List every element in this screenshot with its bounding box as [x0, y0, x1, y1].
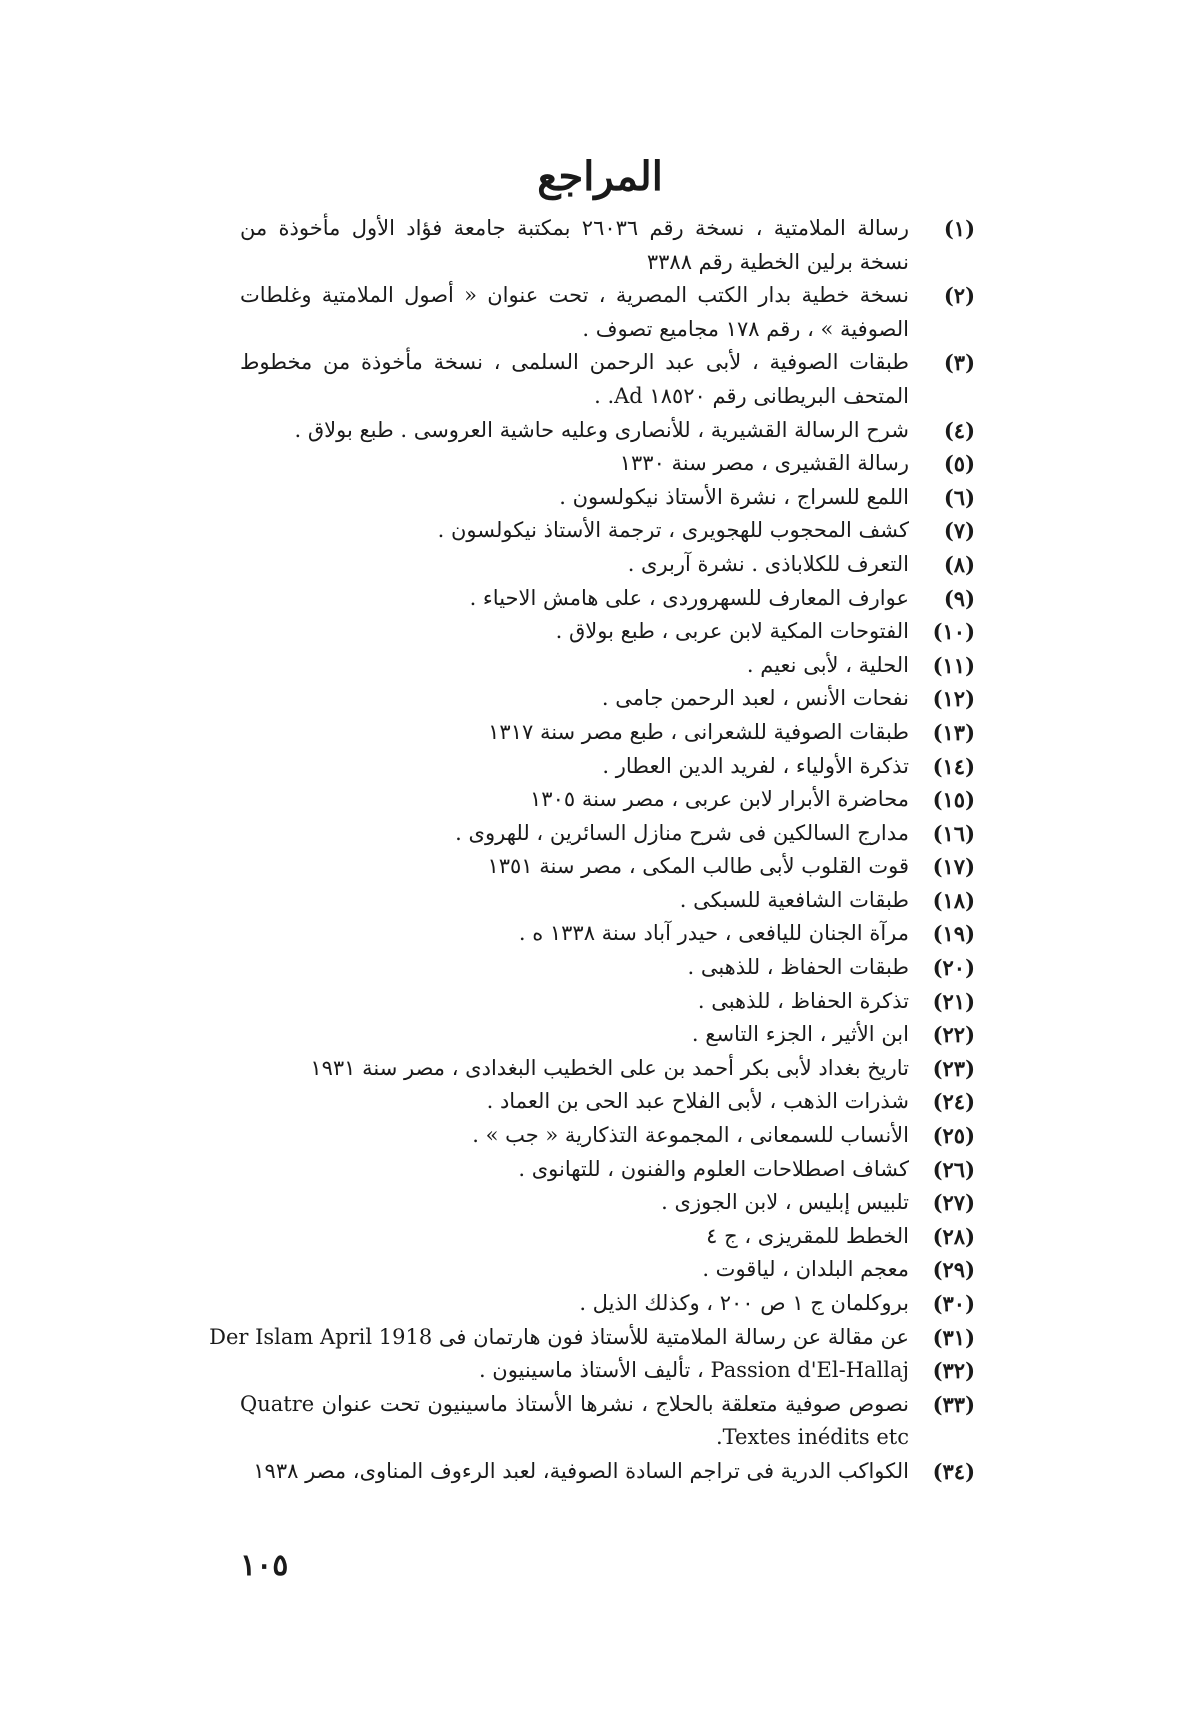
reference-number: (٢٩): [932, 1257, 975, 1283]
reference-text: كشف المحجوب للهجويرى ، ترجمة الأستاذ نيكولسون .: [437, 518, 909, 543]
reference-text: الكواكب الدرية فى تراجم السادة الصوفية، لعبد الرءوف المناوى، مصر ١٩٣٨: [253, 1458, 909, 1483]
reference-number: (٢٢): [932, 1022, 975, 1048]
reference-item: [240, 649, 975, 683]
reference-text: عن مقالة عن رسالة الملامتية للأستاذ فون هارتمان فى Der Islam April 1918: [209, 1324, 909, 1349]
reference-item: [240, 414, 975, 448]
reference-text: ابن الأثير ، الجزء التاسع .: [691, 1022, 909, 1047]
reference-item: [240, 985, 975, 1019]
reference-text: طبقات الصوفية ، لأبى عبد الرحمن السلمى ، نسخة مأخوذة من مخطوط المتحف البريطانى رقم ١٨٥٢٠ Ad. .: [240, 350, 909, 408]
reference-item: [240, 1018, 975, 1052]
reference-number: (٣٠): [932, 1291, 975, 1316]
page-number: ١٠٥: [240, 1548, 289, 1583]
reference-item: [240, 279, 975, 346]
reference-item: [240, 1253, 975, 1287]
reference-item: [240, 615, 975, 649]
reference-item: [240, 212, 975, 279]
reference-text: كشاف اصطلاحات العلوم والفنون ، للتهانوى .: [518, 1156, 909, 1181]
reference-item: [240, 1287, 975, 1321]
reference-list: [209, 212, 975, 1489]
reference-text: شذرات الذهب ، لأبى الفلاح عبد الحى بن العماد .: [486, 1089, 909, 1114]
reference-item: [240, 817, 975, 851]
reference-number: (١٥): [932, 787, 975, 813]
reference-item: [240, 682, 975, 716]
reference-number: (٢٥): [932, 1123, 975, 1149]
reference-text: محاضرة الأبرار لابن عربى ، مصر سنة ١٣٠٥: [530, 787, 909, 812]
reference-text: نسخة خطية بدار الكتب المصرية ، تحت عنوان « أصول الملامتية وغلطات الصوفية » ، رقم ١٧٨ مجاميع تصوف .: [240, 283, 909, 341]
reference-text: تذكرة الحفاظ ، للذهبى .: [697, 988, 909, 1013]
reference-item: [209, 1321, 975, 1355]
reference-number: (١): [943, 216, 975, 241]
reference-number: (١٢): [932, 686, 975, 712]
reference-item: [240, 1052, 975, 1086]
reference-text: Passion d'El-Hallaj ، تأليف الأستاذ ماسينيون .: [478, 1358, 909, 1383]
reference-number: (٤): [943, 417, 975, 443]
reference-text: مدارج السالكين فى شرح منازل السائرين ، للهروى .: [455, 820, 909, 845]
reference-item: [240, 1220, 975, 1254]
reference-text: الفتوحات المكية لابن عربى ، طبع بولاق .: [555, 619, 909, 644]
reference-item: [240, 1354, 975, 1388]
reference-text: عوارف المعارف للسهروردى ، على هامش الاحياء .: [469, 585, 909, 610]
reference-text: الخطط للمقريزى ، ج ٤: [706, 1223, 909, 1248]
reference-item: [240, 1153, 975, 1187]
reference-text: طبقات الشافعية للسبكى .: [679, 887, 909, 912]
reference-number: (١١): [932, 652, 975, 678]
reference-number: (٧): [943, 518, 975, 544]
page-title: المراجع: [537, 153, 663, 200]
reference-item: [240, 783, 975, 817]
reference-number: (٣١): [932, 1324, 975, 1350]
reference-text: شرح الرسالة القشيرية ، للأنصارى وعليه حاشية العروسى . طبع بولاق .: [294, 417, 909, 442]
reference-number: (٣٤): [932, 1458, 975, 1484]
reference-text: التعرف للكلاباذى . نشرة آربرى .: [627, 551, 909, 576]
reference-number: (٢٧): [932, 1190, 975, 1216]
reference-text: مرآة الجنان لليافعى ، حيدر آباد سنة ١٣٣٨ ه .: [518, 921, 909, 946]
reference-text: رسالة الملامتية ، نسخة رقم ٢٦٠٣٦ بمكتبة جامعة فؤاد الأول مأخوذة من نسخة برلين الخطية رقم ٣٣٨٨: [240, 216, 909, 274]
reference-number: (١٨): [932, 887, 975, 913]
reference-item: [240, 481, 975, 515]
reference-item: [240, 850, 975, 884]
reference-text: نصوص صوفية متعلقة بالحلاج ، نشرها الأستاذ ماسينيون تحت عنوان Quatre Textes inédits etc.: [240, 1391, 909, 1450]
reference-text: قوت القلوب لأبى طالب المكى ، مصر سنة ١٣٥١: [487, 854, 909, 879]
reference-item: [240, 447, 975, 481]
reference-item: [240, 884, 975, 918]
reference-number: (١٦): [932, 820, 975, 846]
reference-item: [240, 346, 975, 413]
reference-number: (٢٠): [932, 955, 975, 981]
reference-item: [240, 917, 975, 951]
reference-number: (٢٨): [932, 1223, 975, 1249]
reference-number: (٨): [943, 551, 975, 577]
reference-number: (٢٤): [932, 1089, 975, 1115]
reference-item: [240, 1186, 975, 1220]
reference-text: الأنساب للسمعانى ، المجموعة التذكارية « جب » .: [472, 1123, 909, 1148]
reference-number: (٣٣): [932, 1391, 975, 1417]
reference-number: (٢١): [932, 988, 975, 1014]
reference-item: [240, 514, 975, 548]
reference-number: (٦): [943, 484, 975, 510]
reference-text: طبقات الصوفية للشعرانى ، طبع مصر سنة ١٣١٧: [488, 719, 909, 744]
reference-item: [240, 1455, 975, 1489]
reference-item: [240, 716, 975, 750]
reference-number: (١٤): [932, 753, 975, 779]
reference-number: (٣٢): [932, 1358, 975, 1384]
reference-item: [240, 1388, 975, 1455]
reference-text: رسالة القشيرى ، مصر سنة ١٣٣٠: [619, 451, 909, 476]
reference-text: تاريخ بغداد لأبى بكر أحمد بن على الخطيب البغدادى ، مصر سنة ١٩٣١: [310, 1055, 909, 1080]
reference-text: اللمع للسراج ، نشرة الأستاذ نيكولسون .: [559, 484, 909, 509]
reference-number: (٩): [943, 585, 975, 611]
reference-number: (١٠): [932, 619, 975, 645]
reference-number: (٥): [943, 451, 975, 477]
reference-text: بروكلمان ج ١ ص ٢٠٠ ، وكذلك الذيل .: [579, 1291, 909, 1315]
reference-number: (١٩): [932, 921, 975, 947]
reference-item: [240, 1119, 975, 1153]
reference-number: (٢٣): [932, 1055, 975, 1081]
reference-number: (٢): [943, 283, 975, 309]
reference-number: (١٣): [932, 719, 975, 745]
reference-text: معجم البلدان ، لياقوت .: [702, 1257, 909, 1282]
reference-text: تذكرة الأولياء ، لفريد الدين العطار .: [602, 753, 909, 778]
reference-item: [240, 582, 975, 616]
reference-item: [240, 750, 975, 784]
reference-item: [240, 1085, 975, 1119]
reference-item: [240, 548, 975, 582]
reference-number: (٣): [943, 350, 975, 376]
reference-number: (١٧): [932, 854, 975, 880]
reference-text: نفحات الأنس ، لعبد الرحمن جامى .: [601, 686, 909, 711]
reference-number: (٢٦): [932, 1156, 975, 1182]
reference-text: تلبيس إبليس ، لابن الجوزى .: [661, 1190, 909, 1215]
reference-item: [240, 951, 975, 985]
reference-text: الحلية ، لأبى نعيم .: [746, 652, 909, 677]
reference-text: طبقات الحفاظ ، للذهبى .: [687, 955, 909, 980]
